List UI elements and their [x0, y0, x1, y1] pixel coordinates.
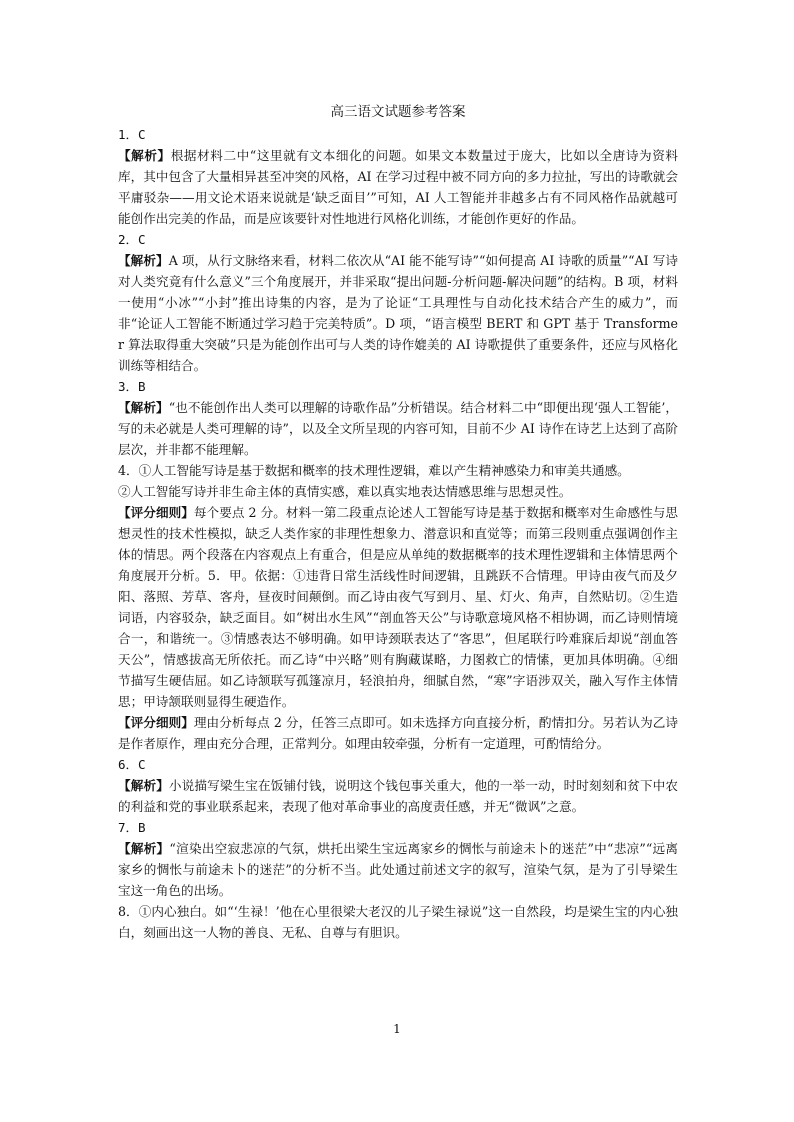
analysis-tag: 【解析】 — [118, 400, 169, 415]
question-3-answer: 3．B — [118, 379, 146, 394]
question-7-text: “渲染出空寂悲凉的气氛，烘托出梁生宝远离家乡的惆怅与前途未卜的迷茫”中“悲凉”“远离家乡的惆怅与前途未卜的迷茫”的分析不当。此处通过前述文字的叙写，渲染气氛，是为了引导梁生宝这一角色的出场。 — [118, 841, 678, 898]
question-3-text: “也不能创作出人类可以理解的诗歌作品”分析错误。结合材料二中“即便出现‘强人工智能’，写的未必就是人类可理解的诗”，以及全文所呈现的内容可知，目前不少 AI 诗作在诗艺上达到了高阶层次，并非都不能理解。 — [118, 400, 678, 457]
question-4-point-2: ②人工智能写诗并非生命主体的真情实感，难以真实地表达情感思维与思想灵性。 — [118, 484, 572, 499]
question-2-explanation — [118, 250, 678, 376]
question-4-scoring — [118, 502, 678, 712]
question-8-answer: 8．①内心独白。如“‘生禄！’他在心里很梁大老汉的儿子梁生禄说”这一自然段，均是梁生宝的内心独白，刻画出这一人物的善良、无私、自尊与有胆识。 — [118, 904, 678, 940]
question-4-scoring-text: 每个要点 2 分。材料一第二段重点论述人工智能写诗是基于数据和概率对生命感性与思想灵性的技术性模拟，缺乏人类作家的非理性想象力、潜意识和直觉等；而第三段则重点强调创作主体的情思。两个段落在内容观点上有重合，但是应从单纯的数据概率的技术理性逻辑和主体情思两个角度展开分析。 — [118, 505, 678, 583]
question-1-text: 根据材料二中“这里就有文本细化的问题。如果文本数量过于庞大，比如以全唐诗为资料库，其中包含了大量相异甚至冲突的风格，AI 在学习过程中被不同方向的多力拉扯，写出的诗歌就会平庸驳杂——用文论术语来说就是‘缺乏面目’”可知，AI 人工智能并非越多占有不同风格作品就越可能创作出完美的作品，而是应该要针对性地进行风格化训练，才能创作更好的作品。 — [118, 148, 678, 226]
question-5-scoring-text: 理由分析每点 2 分，任答三点即可。如未选择方向直接分析，酌情扣分。另若认为乙诗是作者原作，理由充分合理，正常判分。如理由较牵强，分析有一定道理，可酌情给分。 — [118, 715, 678, 751]
question-4-point-1: 4．①人工智能写诗是基于数据和概率的技术理性逻辑，难以产生精神感染力和审美共通感。 — [118, 463, 630, 478]
question-1-explanation — [118, 145, 678, 229]
question-3-explanation — [118, 397, 678, 460]
question-2-text: A 项，从行文脉络来看，材料二依次从“AI 能不能写诗”“如何提高 AI 诗歌的质量”“AI 写诗对人类究竟有什么意义”三个角度展开，并非采取“提出问题-分析问题-解决问题”的结构。B 项，材料一使用“小冰”“小封”推出诗集的内容，是为了论证“工具理性与自动化技术结合产生的威力”，而非“论证人工智能不断通过学习趋于完美特质”。D 项，“语言模型 BERT 和 GPT 基于 Transformer 算法取得重大突破”只是为能创作出可与人类的诗作媲美的 AI 诗歌提供了重要条件，还应与风格化训练等相结合。 — [118, 253, 679, 373]
document-body — [118, 100, 678, 943]
analysis-tag: 【解析】 — [118, 253, 169, 268]
question-6-text: 小说描写梁生宝在饭铺付钱，说明这个钱包事关重大，他的一举一动，时时刻刻和贫下中农的利益和党的事业联系起来，表现了他对革命事业的高度责任感，并无“微讽”之意。 — [118, 778, 679, 814]
page-number: 1 — [393, 1022, 401, 1036]
question-5-answer: 5．甲。依据：①违背日常生活线性时间逻辑，且跳跃不合情理。甲诗由夜气而及夕阳、落照、芳草、客舟，昼夜时间颠倒。而乙诗由夜气写到月、星、灯火、角声，自然贴切。②生造词语，内容驳杂，缺乏面目。如“树出水生风”“剖血答天公”与诗歌意境风格不相协调，而乙诗则情境合一，和谐统一。③情感表达不够明确。如甲诗颈联表达了“客思”，但尾联行吟难寐后却说“剖血答天公”，情感拔高无所依托。而乙诗“中兴略”则有胸藏谋略，力图救亡的情愫，更加具体明确。④细节描写生硬佶屈。如乙诗颔联写孤篷凉月，轻浪拍舟，细腻自然，“寒”字语涉双关，融入写作主体情思；甲诗颔联则显得生硬造作。 — [118, 568, 678, 709]
question-6-answer: 6．C — [118, 757, 146, 772]
question-1-answer: 1．C — [118, 127, 146, 142]
question-2-answer: 2．C — [118, 232, 146, 247]
question-6-explanation — [118, 775, 678, 817]
scoring-tag: 【评分细则】 — [118, 505, 194, 520]
question-7-answer: 7．B — [118, 820, 146, 835]
scoring-tag: 【评分细则】 — [118, 715, 194, 730]
page-title: 高三语文试题参考答案 — [330, 104, 466, 120]
analysis-tag: 【解析】 — [118, 778, 169, 793]
question-5-scoring — [118, 712, 678, 754]
question-7-explanation — [118, 838, 678, 901]
analysis-tag: 【解析】 — [118, 148, 171, 163]
analysis-tag: 【解析】 — [118, 841, 170, 856]
